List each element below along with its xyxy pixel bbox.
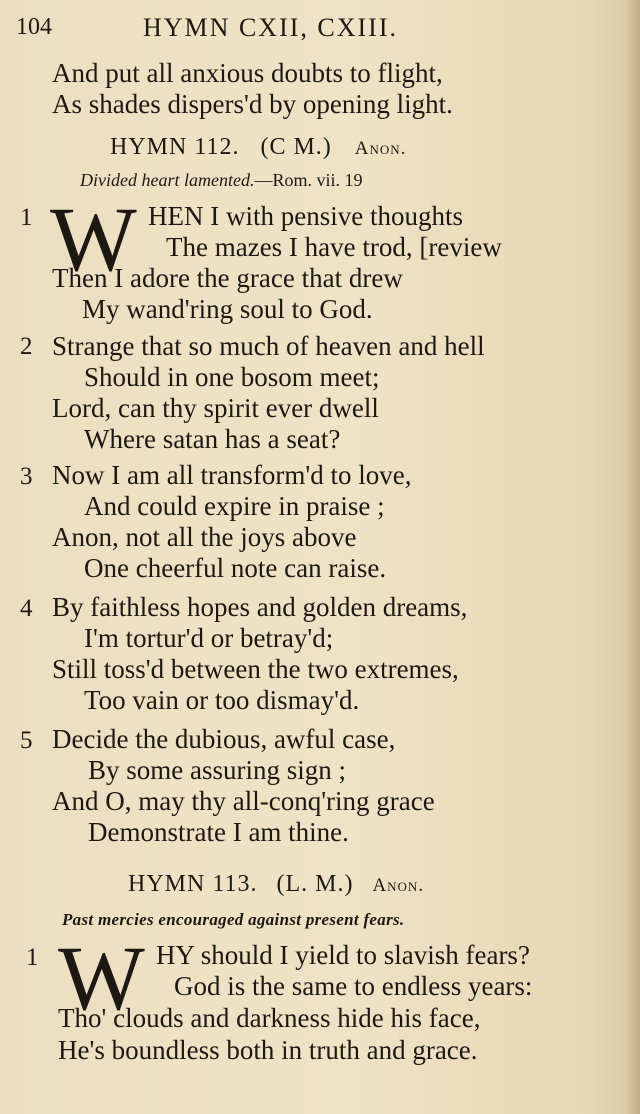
stanza-112-2-line-1: Strange that so much of heaven and hell	[52, 331, 485, 361]
prev-hymn-line-2: As shades dispers'd by opening light.	[52, 89, 453, 119]
stanza-112-4-number: 4	[20, 595, 33, 622]
running-title: HYMN CXII, CXIII.	[143, 13, 398, 42]
stanza-112-4-line-2: I'm tortur'd or betray'd;	[84, 623, 334, 653]
hymn-112-title: HYMN 112.	[110, 134, 240, 160]
stanza-113-1-line-2: God is the same to endless years:	[174, 971, 533, 1001]
hymn-112-heading	[110, 134, 406, 161]
stanza-113-1-line-4: He's boundless both in truth and grace.	[58, 1035, 478, 1065]
stanza-112-2-line-2: Should in one bosom meet;	[84, 362, 380, 392]
stanza-112-4-line-3: Still toss'd between the two extremes,	[52, 654, 459, 684]
stanza-112-5-line-4: Demonstrate I am thine.	[88, 817, 349, 847]
stanza-113-1-line-1: HY should I yield to slavish fears?	[156, 940, 530, 970]
hymn-113-subtitle: Past mercies encouraged against present fears.	[62, 910, 405, 929]
stanza-112-5-line-2: By some assuring sign ;	[88, 755, 347, 785]
stanza-112-2-line-4: Where satan has a seat?	[84, 424, 341, 454]
stanza-112-5-line-3: And O, may thy all-conq'ring grace	[52, 786, 435, 816]
stanza-112-4-line-1: By faithless hopes and golden dreams,	[52, 592, 468, 622]
stanza-112-3-line-4: One cheerful note can raise.	[84, 553, 387, 583]
page-edge-shadow	[626, 0, 640, 1114]
stanza-112-3-number: 3	[20, 463, 33, 490]
stanza-112-3-line-3: Anon, not all the joys above	[52, 522, 357, 552]
stanza-112-1-number: 1	[20, 204, 33, 231]
hymn-112-author: Anon.	[354, 138, 407, 159]
stanza-112-3-line-1: Now I am all transform'd to love,	[52, 460, 412, 490]
hymn-113-title: HYMN 113.	[128, 871, 258, 897]
stanza-112-1-line-1: HEN I with pensive thoughts	[148, 201, 463, 231]
stanza-112-4-line-4: Too vain or too dismay'd.	[84, 685, 360, 715]
stanza-113-1-line-3: Tho' clouds and darkness hide his face,	[58, 1003, 481, 1033]
stanza-112-1-line-4: My wand'ring soul to God.	[82, 294, 373, 324]
hymn-113-heading	[128, 871, 424, 898]
stanza-112-5-line-1: Decide the dubious, awful case,	[52, 724, 396, 754]
stanza-112-2-number: 2	[20, 333, 33, 360]
stanza-112-1-line-2: The mazes I have trod, [review	[166, 232, 502, 262]
hymn-112-reference: —Rom. vii. 19	[254, 170, 363, 190]
prev-hymn-line-1: And put all anxious doubts to flight,	[52, 58, 443, 88]
stanza-112-1-line-3: Then I adore the grace that drew	[52, 263, 403, 293]
stanza-112-3-line-2: And could expire in praise ;	[84, 491, 385, 521]
hymn-113-meter: (L. M.)	[276, 871, 354, 897]
drop-cap-112: W	[50, 188, 137, 290]
hymn-113-author: Anon.	[372, 875, 425, 896]
stanza-113-1-number: 1	[26, 944, 39, 971]
stanza-112-2-line-3: Lord, can thy spirit ever dwell	[52, 393, 379, 423]
stanza-112-5-number: 5	[20, 727, 33, 754]
page-number: 104	[16, 14, 52, 40]
hymn-112-meter: (C M.)	[260, 134, 332, 160]
drop-cap-113: W	[58, 927, 145, 1029]
hymn-112-subtitle: Divided heart lamented.	[80, 170, 255, 190]
